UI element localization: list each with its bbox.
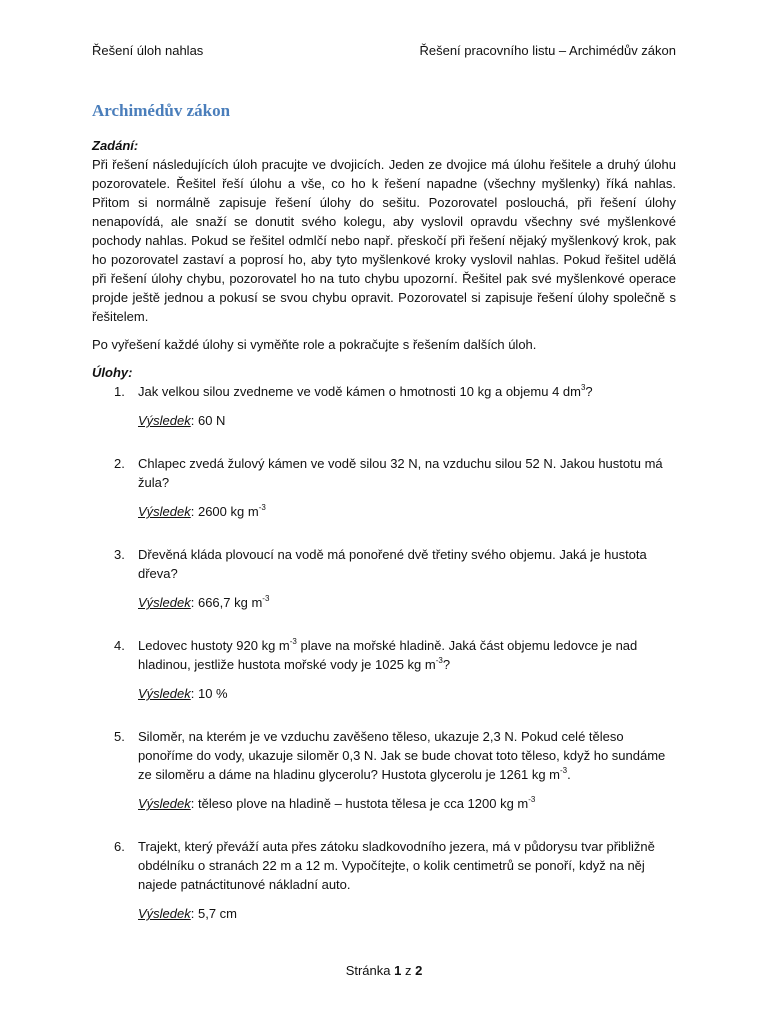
task-question — [138, 382, 676, 401]
text-segment: . — [567, 767, 571, 782]
footer-prefix: Stránka — [345, 963, 395, 978]
task-question — [138, 545, 676, 583]
task-item — [92, 727, 676, 813]
task-result — [138, 411, 676, 430]
document-body — [92, 136, 676, 923]
text-segment: : 5,7 cm — [190, 906, 237, 921]
text-segment: ? — [442, 657, 451, 672]
superscript: -3 — [262, 594, 270, 603]
task-question — [138, 636, 676, 674]
result-label: Výsledek — [138, 595, 191, 610]
superscript: -3 — [528, 795, 536, 804]
task-number: 5. — [114, 729, 125, 744]
task-number: 4. — [114, 638, 125, 653]
task-item — [92, 636, 676, 703]
header-right: Řešení pracovního listu – Archimédův zákon — [419, 43, 676, 58]
footer-page-number: 1 — [394, 963, 402, 978]
assignment-paragraph: Při řešení následujících úloh pracujte ve dvojicích. Jeden ze dvojice má úlohu řešitele a druhý úlohu pozorovatele. Řešitel řeší úlohu a vše, co ho k řešení napadne (všechny myšlenky) říká nahlas. Přitom si normálně zapisuje řešení úlohy do sešitu. Pozorovatel poslouchá, při řešení úlohy nenapovídá, ale snaží se donutit svého kolegu, aby vyslovil opravdu všechny své myšlenkové pochody nahlas. Pokud se řešitel odmlčí nebo např. přeskočí při řešení nějaký myšlenkový krok, pak ho pozorovatel zastaví a poprosí ho, aby tyto myšlenkové kroky vyslovil nahlas. Pokud řešitel udělá při řešení úlohy chybu, pozorovatel ho na tuto chybu upozorní. Řešitel pak své myšlenkové operace projde ještě jednou a pokusí se svou chybu opravit. Pozorovatel si zapisuje řešení úlohy společně s řešitelem. — [92, 157, 676, 324]
tasks-list — [92, 382, 676, 923]
task-result — [138, 904, 676, 923]
task-question — [138, 727, 676, 784]
superscript: -3 — [560, 766, 568, 775]
tasks-label: Úlohy: — [92, 365, 133, 380]
superscript: -3 — [289, 637, 297, 646]
task-number: 3. — [114, 547, 125, 562]
result-label: Výsledek — [138, 686, 191, 701]
superscript: 3 — [580, 383, 586, 392]
task-question — [138, 454, 676, 492]
task-item — [92, 454, 676, 521]
text-segment: Dřevěná kláda plovoucí na vodě má ponořené dvě třetiny svého objemu. Jaká je hustota dřeva? — [138, 547, 647, 581]
assignment-paragraph-2: Po vyřešení každé úlohy si vyměňte role a pokračujte s řešením dalších úloh. — [92, 337, 537, 352]
footer-mid: z — [401, 963, 416, 978]
task-result — [138, 502, 676, 521]
text-segment: : těleso plove na hladině – hustota tělesa je cca 1200 kg m — [190, 796, 529, 811]
superscript: -3 — [258, 503, 266, 512]
text-segment: Jak velkou silou zvedneme ve vodě kámen o hmotnosti 10 kg a objemu 4 dm — [138, 384, 581, 399]
superscript: -3 — [435, 656, 443, 665]
task-item — [92, 837, 676, 923]
text-segment: Siloměr, na kterém je ve vzduchu zavěšeno těleso, ukazuje 2,3 N. Pokud celé těleso ponoříme do vody, ukazuje siloměr 0,3 N. Jak se bude chovat toto těleso, když ho sundáme ze siloměru a dáme na hladinu glycerolu? Hustota glycerolu je 1261 kg m — [138, 729, 666, 782]
text-segment: : 60 N — [190, 413, 226, 428]
text-segment: plave na mořské hladině. Jaká část objemu ledovce je nad hladinou, jestliže hustota mořské vody je 1025 kg m — [138, 638, 638, 672]
result-label: Výsledek — [138, 413, 191, 428]
result-label: Výsledek — [138, 796, 191, 811]
task-number: 6. — [114, 839, 125, 854]
assignment-label: Zadání: — [92, 138, 139, 153]
page-footer — [0, 963, 768, 978]
page-title: Archimédův zákon — [92, 101, 231, 120]
task-question — [138, 837, 676, 894]
result-label: Výsledek — [138, 504, 191, 519]
header-left: Řešení úloh nahlas — [92, 43, 204, 58]
text-segment: Trajekt, který převáží auta přes zátoku sladkovodního jezera, má v půdorysu tvar přibližně obdélníku o stranách 22 m a 12 m. Vypočítejte, o kolik centimetrů se ponoří, když na něj najede patnáctitunové nákladní auto. — [138, 839, 655, 892]
text-segment: Ledovec hustoty 920 kg m — [138, 638, 290, 653]
task-result — [138, 684, 676, 703]
text-segment: ? — [585, 384, 593, 399]
task-item — [92, 382, 676, 430]
task-number: 1. — [114, 384, 125, 399]
task-result — [138, 794, 676, 813]
text-segment: : 10 % — [190, 686, 228, 701]
text-segment: Chlapec zvedá žulový kámen ve vodě silou 32 N, na vzduchu silou 52 N. Jakou hustotu má žula? — [138, 456, 663, 490]
task-number: 2. — [114, 456, 125, 471]
result-label: Výsledek — [138, 906, 191, 921]
footer-page-total: 2 — [415, 963, 423, 978]
task-item — [92, 545, 676, 612]
text-segment: : 2600 kg m — [190, 504, 259, 519]
text-segment: : 666,7 kg m — [190, 595, 263, 610]
task-result — [138, 593, 676, 612]
